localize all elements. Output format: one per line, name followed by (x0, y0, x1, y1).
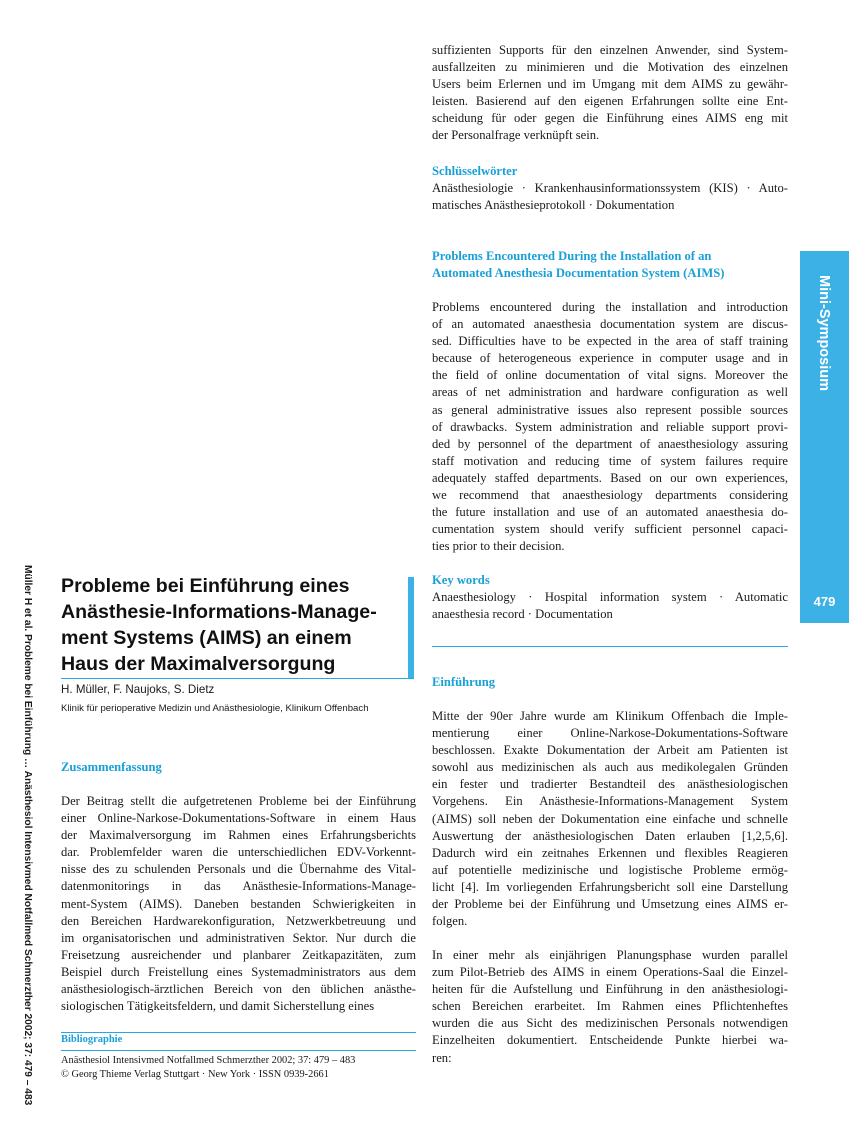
einfuehrung-para-2 (432, 947, 788, 1067)
text-line: Der Beitrag stellt die aufgetretenen Probleme bei der Einführung (61, 794, 416, 808)
text-line: anästhesiologisch-ärztlichen Bereich von den üblichen anästhe- (61, 982, 416, 997)
text-line: beschlossen. Exakte Dokumentation der Arbeit am Patienten ist (432, 743, 788, 758)
text-line: Vorgehens. Ein Anästhesie-Informations-Management System (432, 794, 788, 809)
english-abstract-text (432, 299, 788, 555)
text-line: mentierung einer Online-Narkose-Dokumentations-Software (432, 726, 788, 741)
section-side-tab (800, 251, 849, 623)
article-title-line: Anästhesie-Informations-Manage- (61, 601, 377, 623)
biblio-rule-bottom (61, 1050, 416, 1051)
text-line: adequately staffed departments. Based on our own experiences, (432, 470, 788, 485)
text-line: scheidung für oder gegen die Einführung eines AIMS eng mit (432, 111, 788, 126)
text-line: folgen. (432, 914, 468, 929)
authors: H. Müller, F. Naujoks, S. Dietz (61, 683, 215, 696)
text-line: nisse des zu schulenden Personals und die Übernahme des Vital- (61, 862, 416, 877)
side-tab-label: Mini-Symposium (816, 275, 832, 392)
text-line: suffizienten Supports für den einzelnen Anwender, sind System- (432, 43, 788, 57)
text-line: der Probleme bei der Einführung und Umsetzung eines AIMS er- (432, 897, 788, 912)
bibliographie-publisher: © Georg Thieme Verlag Stuttgart · New York · ISSN 0939-2661 (61, 1069, 329, 1080)
text-line: (AIMS) soll neben der Dokumentation eine einfache und schnelle (432, 811, 788, 826)
english-title-line: Problems Encountered During the Installation of an (432, 249, 712, 263)
einfuehrung-heading: Einführung (432, 675, 495, 689)
text-line: In einer mehr als einjährigen Planungsphase wurden parallel (432, 948, 788, 962)
text-line: ded by personnel of the department of anaesthesiology assuring (432, 436, 788, 451)
keywords-de-heading: Schlüsselwörter (432, 164, 518, 178)
text-line: schen Bereichen erarbeitet. Im Rahmen eines Pflichtenheftes (432, 999, 788, 1014)
english-abstract-title (432, 248, 788, 282)
bibliographie-heading: Bibliographie (61, 1034, 123, 1045)
einfuehrung-para-1 (432, 708, 788, 930)
bibliographie-citation: Anästhesiol Intensivmed Notfallmed Schmerzther 2002; 37: 479 – 483 (61, 1055, 356, 1066)
text-line: sowohl aus medizinischen als auch aus medikolegalen Gründen (432, 760, 788, 775)
text-line: as general administrative issues also represent possible sources (432, 402, 788, 417)
title-underline (61, 678, 414, 679)
text-line: im organisatorischen und administrativen Sektor. Nur durch die (61, 930, 416, 945)
page-number: 479 (813, 594, 836, 609)
text-line: cumentation system should verify sufficient personnel capaci- (432, 522, 788, 537)
keywords-de-text (432, 180, 788, 214)
text-line: Auswertung der anästhesiologischen Daten erlauben [1,2,5,6]. (432, 828, 788, 843)
vertical-citation: Müller H et al. Probleme bei Einführung … Anästhesiol Intensivmed Notfallmed Schmerzther 2002; 37: 479 – 483 (22, 565, 33, 1106)
text-line: we recommend that anaesthesiology departments considering (432, 488, 788, 503)
text-line: Problems encountered during the installation and introduction (432, 300, 788, 314)
text-line: leisten. Basierend auf den eigenen Erfahrungen sollte eine Ent- (432, 94, 788, 109)
text-line: the future installation and use of an automated anaesthesia do- (432, 505, 788, 520)
zusammenfassung-heading: Zusammenfassung (61, 760, 162, 774)
keywords-en-heading: Key words (432, 573, 490, 587)
keywords-en-text (432, 589, 788, 623)
text-line: ties prior to their decision. (432, 539, 565, 554)
text-line: ren: (432, 1050, 452, 1065)
summary-continued (432, 42, 788, 145)
text-line: licht [4]. Im vorliegenden Erfahrungsbericht soll eine Darstellung (432, 879, 788, 894)
keyword-line: matisches Anästhesieprotokoll · Dokumentation (432, 198, 675, 213)
english-title-line: Automated Anesthesia Documentation System (AIMS) (432, 266, 725, 280)
affiliation: Klinik für perioperative Medizin und Anästhesiologie, Klinikum Offenbach (61, 703, 369, 714)
keyword-line: Anästhesiologie · Krankenhausinformationssystem (KIS) · Auto- (432, 181, 788, 195)
text-line: den Bereichen Hardwarekonfiguration, Netzwerkbetreuung und (61, 913, 416, 928)
text-line: because of heterogeneous experience in computer usage and in (432, 351, 788, 366)
text-line: heiten für die Aufstellung und Einführung in den anästhesiologi- (432, 982, 788, 997)
text-line: auf potentielle medizinische und logistische Probleme ermög- (432, 862, 788, 877)
text-line: Beispiel durch Freistellung eines Systemadministrators aus dem (61, 964, 416, 979)
section-divider (432, 646, 788, 647)
text-line: the field of online documentation of vital signs. Moreover the (432, 368, 788, 383)
text-line: wurden die aus Sicht des medizinischen Personals notwendigen (432, 1016, 788, 1031)
biblio-rule-top (61, 1032, 416, 1033)
text-line: of drawbacks. System administration and reliable support provi- (432, 419, 788, 434)
text-line: einer Online-Narkose-Dokumentations-Software in einem Haus (61, 811, 416, 826)
text-line: zum Pilot-Betrieb des AIMS in einem Operations-Saal die Einzel- (432, 965, 788, 980)
text-line: Users beim Erlernen und im Umgang mit dem AIMS zu gewähr- (432, 77, 788, 92)
text-line: datenmonitorings in das Anästhesie-Informations-Manage- (61, 879, 416, 894)
text-line: der Maximalversorgung im Rahmen eines Erfahrungsberichts (61, 828, 416, 843)
text-line: siologischen Tätigkeitsfeldern, und damit Sicherstellung eines (61, 999, 375, 1014)
text-line: Dadurch wird ein zeitnahes Erkennen und flexibles Reagieren (432, 845, 788, 860)
text-line: Mitte der 90er Jahre wurde am Klinikum Offenbach die Imple- (432, 709, 788, 723)
article-title-line: ment Systems (AIMS) an einem (61, 627, 352, 649)
article-title-line: Probleme bei Einführung eines (61, 575, 350, 597)
text-line: sed. Difficulties have to be expected in the area of staff training (432, 334, 788, 349)
text-line: staff motivation and reducing time of system failures require (432, 453, 788, 468)
title-accent-bar (408, 577, 414, 678)
text-line: Einzelheiten dokumentiert. Entscheidende Punkte hierbei wa- (432, 1033, 788, 1048)
text-line: ment-System (AIMS). Daneben bestanden Schwierigkeiten in (61, 896, 416, 911)
article-title (61, 573, 401, 677)
article-title-line: Haus der Maximalversorgung (61, 653, 336, 675)
text-line: of an automated anaesthesia documentation system are discus- (432, 317, 788, 332)
text-line: areas of net administration and hardware configuration as well (432, 385, 788, 400)
text-line: der Personalfrage verknüpft sein. (432, 128, 600, 143)
zusammenfassung-text (61, 793, 416, 1015)
text-line: dar. Problemfelder waren die unterschiedlichen EDV-Vorkennt- (61, 845, 416, 860)
keyword-line: anaesthesia record · Documentation (432, 607, 613, 622)
text-line: ein fester und tradierter Bestandteil des anästhesiologischen (432, 777, 788, 792)
keyword-line: Anaesthesiology · Hospital information system · Automatic (432, 590, 788, 604)
text-line: Freisetzung ausreichender und planbarer Zeitkapazitäten, zum (61, 947, 416, 962)
text-line: ausfallzeiten zu minimieren und die Motivation des einzelnen (432, 60, 788, 75)
